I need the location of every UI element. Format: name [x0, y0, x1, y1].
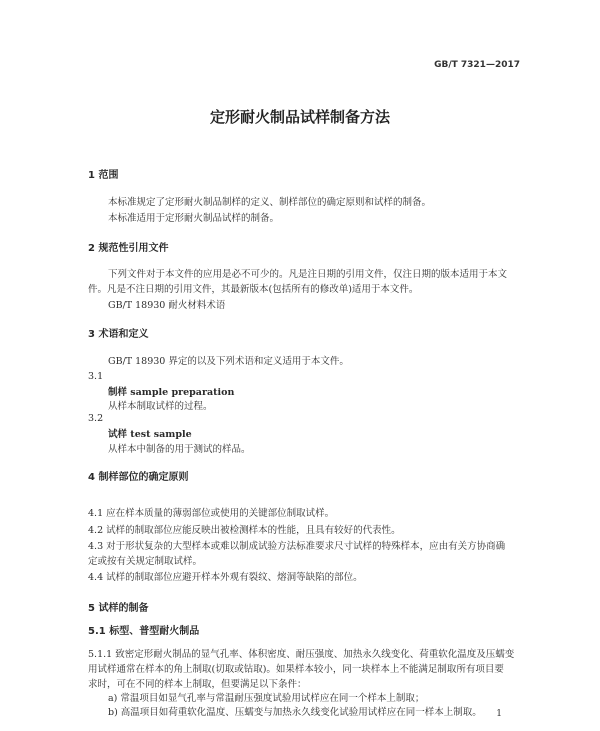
standard-code: GB/T 7321—2017 — [434, 60, 520, 70]
clause: 4.1 应在样本质量的薄弱部位或使用的关键部位制取试样。 — [88, 508, 335, 519]
section-heading-terms: 3 术语和定义 — [88, 329, 149, 340]
clause: 5.1.1 致密定形耐火制品的显气孔率、体积密度、耐压强度、加热永久线变化、荷重软化温度及压蠕变 — [88, 649, 515, 660]
clause-continuation: 求时，可在不同的样本上制取，但要满足以下条件： — [88, 679, 307, 690]
term-number: 3.1 — [88, 371, 104, 382]
clause: 4.4 试样的制取部位应避开样本外观有裂纹、熔洞等缺陷的部位。 — [88, 572, 363, 583]
paragraph: GB/T 18930 界定的以及下列术语和定义适用于本文件。 — [108, 356, 349, 367]
clause-continuation: 用试样通常在样本的角上制取(切取或钻取)。如果样本较小，同一块样本上不能满足制取所有项目要 — [88, 664, 504, 675]
section-heading-normative-references: 2 规范性引用文件 — [88, 243, 169, 254]
page-number: 1 — [496, 709, 502, 719]
reference-entry: GB/T 18930 耐火材料术语 — [108, 300, 226, 311]
list-item-a: a) 常温项目如显气孔率与常温耐压强度试验用试样应在同一个样本上制取； — [108, 693, 425, 704]
term-definition: 从样本中制备的用于测试的样品。 — [108, 444, 251, 455]
clause-continuation: 定或按有关规定制取试样。 — [88, 556, 203, 567]
section-heading-scope: 1 范围 — [88, 170, 119, 181]
term-title: 试样 test sample — [108, 429, 192, 440]
clause: 4.2 试样的制取部位应能反映出被检测样本的性能，且具有较好的代表性。 — [88, 525, 401, 536]
document-title: 定形耐火制品试样制备方法 — [209, 108, 390, 126]
term-number: 3.2 — [88, 413, 104, 424]
paragraph: 本标准规定了定形耐火制品制样的定义、制样部位的确定原则和试样的制备。 — [108, 197, 432, 208]
list-item-b: b) 高温项目如荷重软化温度、压蠕变与加热永久线变化试验用试样应在同一样本上制取。 — [108, 707, 482, 718]
paragraph: 本标准适用于定形耐火制品试样的制备。 — [108, 213, 280, 224]
section-heading-preparation: 5 试样的制备 — [88, 603, 149, 614]
subsection-heading: 5.1 标型、普型耐火制品 — [88, 626, 200, 637]
section-heading-sampling-principles: 4 制样部位的确定原则 — [88, 472, 189, 483]
term-title: 制样 sample preparation — [108, 387, 235, 398]
paragraph: 下列文件对于本文件的应用是必不可少的。凡是注日期的引用文件，仅注日期的版本适用于本文 — [108, 269, 508, 280]
term-definition: 从样本制取试样的过程。 — [108, 401, 213, 412]
paragraph: 件。凡是不注日期的引用文件，其最新版本(包括所有的修改单)适用于本文件。 — [88, 284, 419, 295]
clause: 4.3 对于形状复杂的大型样本或难以制成试验方法标准要求尺寸试样的特殊样本，应由有关方协商确 — [88, 541, 506, 552]
